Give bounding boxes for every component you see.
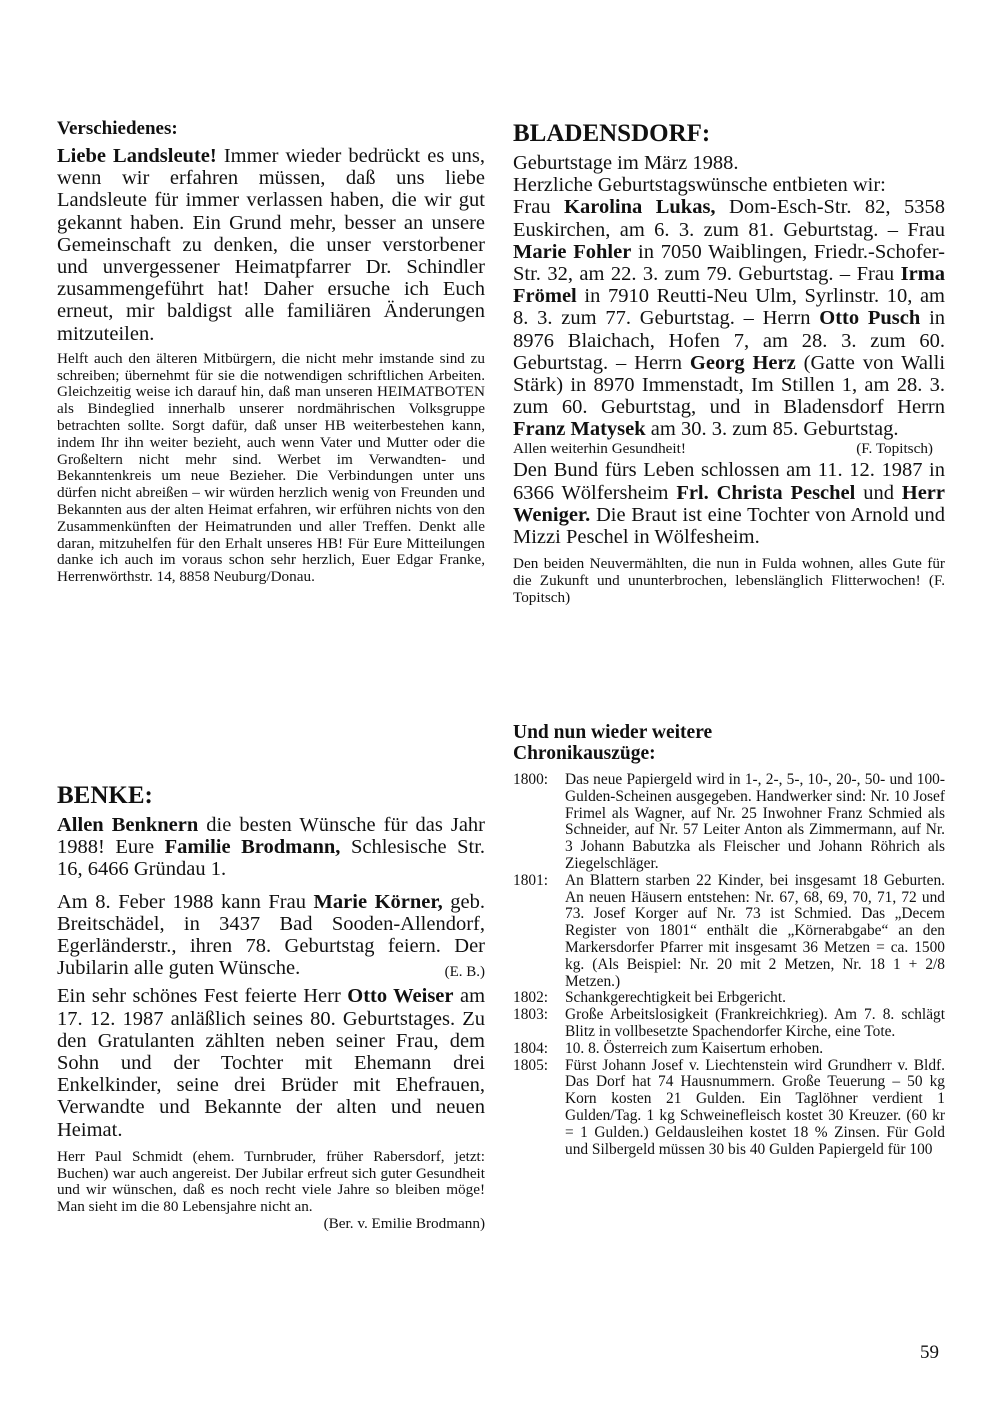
section-heading: Und nun wieder weitere Chronikauszüge: bbox=[513, 722, 713, 764]
paragraph bbox=[57, 891, 485, 980]
section-chronik bbox=[513, 722, 945, 1158]
paragraph-text: in 7050 Waiblingen, Friedr.-Schofer-Str. 32, am 22. 3. zum 79. Geburtstag. – Frau bbox=[513, 240, 946, 286]
chronicle-text: An Blattern starben 22 Kinder, bei insgesamt 18 Geburten. An neuen Häusern entstehen: Nr. 67, 68, 69, 70, 71, 72 und 73. Josef Korger auf Nr. 73 ist Schmied. Das „Decem Register von 1801“ enthält die „Körnerabgabe“ an den Markersdorfer Pfarrer mit insgesamt 36 Metzen = ca. 1500 kg. (Als Beispiel: Nr. 20 mit 2 Metzen, Nr. 18 1 + 2/8 Metzen.) bbox=[565, 871, 945, 990]
chronicle-year: 1805: bbox=[513, 1056, 549, 1074]
paragraph-lead: Liebe Landsleute! bbox=[57, 145, 217, 167]
person-name: Marie Fohler bbox=[513, 240, 632, 263]
paragraph-lead: Allen Benknern bbox=[57, 814, 199, 836]
paragraph-text: Dom-Esch-Str. 82, 5358 Euskirchen, am 6. 3. zum 81. Geburtstag. – Frau bbox=[513, 196, 946, 241]
chronicle-year: 1803: bbox=[513, 1006, 549, 1024]
section-verschiedenes bbox=[57, 118, 485, 586]
section-benke bbox=[57, 782, 485, 1233]
author-signature: (Ber. v. Emilie Brodmann) bbox=[323, 1215, 485, 1233]
author-signature: (E. B.) bbox=[444, 964, 485, 981]
paragraph-text: Schlesische Str. 16, 6466 Gründau 1. bbox=[57, 836, 486, 881]
paragraph-text: Herr Paul Schmidt (ehem. Turnbruder, früher Rabersdorf, jetzt: Buchen) war auch angereist. Der Jubilar erfreut sich guter Gesundheit und wir wünschen, daß es noch recht viele Jahre so bleiben möge! Man sieht im die 80 Lebensjahre nicht an. bbox=[57, 1147, 485, 1216]
paragraph-text: Immer wieder bedrückt es uns, wenn wir erfahren müssen, daß uns liebe Landsleute für immer verlassen haben, die wir gut gekannt haben. Ein Grund mehr, besser an unsere Gemeinschaft zu denken, die unser verstorbener und unvergessener Heimatpfarrer Dr. Schindler zusammengeführt hat! Daher ersuche ich Euch erneut, mir baldigst alle familiären Änderungen mitzuteilen. bbox=[57, 145, 485, 345]
chronicle-text: Das neue Papiergeld wird in 1-, 2-, 5-, 10-, 20-, 50- und 100-Gulden-Scheinen ausgegeben. Handwerker sind: Nr. 10 Josef Frimel als Wagner, auf Nr. 25 Inwohner Franz Schmied als Schneider, auf Nr. 57 Leiter Anton als Zimmermann, auf Nr. 3 Johann Babutzka als Fleischer und Johann Röhrich als Ziegelschläger. bbox=[565, 771, 945, 872]
paragraph-text: am 30. 3. zum 85. Geburtstag. bbox=[650, 418, 899, 441]
paragraph-text: und bbox=[863, 481, 894, 504]
section-heading: BENKE: bbox=[57, 782, 153, 809]
paragraph-text: Die Braut ist eine Tochter von Arnold und Mizzi Peschel in Wölfesheim. bbox=[513, 503, 946, 549]
section-heading: Verschiedenes: bbox=[57, 118, 178, 139]
chronicle-year: 1802: bbox=[513, 989, 549, 1007]
paragraph-text: am 17. 12. 1987 anläßlich seines 80. Geburtstages. Zu den Gratulanten zählten neben seiner Frau, dem Sohn und der Tochter mit Ehemann drei Enkelkinder, seine drei Brüder mit Ehefrauen, Verwandte und Bekannte der alten und neuen Heimat. bbox=[57, 985, 486, 1141]
chronicle-entry bbox=[513, 772, 945, 873]
chronicle-year: 1804: bbox=[513, 1039, 549, 1057]
paragraph-text: in 8976 Blaichach, Hofen 7, am 28. 3. zum 60. Geburtstag. – Herrn bbox=[513, 307, 946, 374]
person-name: Frl. Christa Peschel bbox=[676, 481, 856, 504]
chronicle-entry bbox=[513, 873, 945, 991]
paragraph-text: (Gatte von Walli Stärk) in 8970 Immenstadt, Im Stillen 1, am 28. 3. zum 60. Geburtstag, und in Bladensdorf Herrn bbox=[513, 351, 946, 419]
paragraph-text: Den Bund fürs Leben schlossen am 11. 12. 1987 in 6366 Wölfersheim bbox=[513, 459, 945, 504]
paragraph bbox=[513, 441, 945, 458]
paragraph: Helft auch den älteren Mitbürgern, die nicht mehr imstande sind zu schreiben; übernehmt für sie die notwendigen schriftlichen Arbeiten. Gleichzeitig weise ich darauf hin, daß man unseren HEIMATBOTEN als Bindeglied innerhalb unserer nordmährischen Volksgruppe betrachten sollte. Sorgt dafür, daß unser HB weiterbestehen kann, indem Ihr ihn weiter bezieht, auch wenn Vater und Mutter oder die Großeltern nicht mehr sind. Werbet im Verwandten- und Bekanntenkreis um neue Bezieher. Die Verbindungen unter uns dürfen nicht abreißen – wir würden herzlich wenig von Freunden und Bekannten aus der alten Heimat erfahren, wir erführen nichts von den Zusammenkünften der Heimatrunden und aller Treffen. Denkt alle daran, mitzuhelfen für den Erhalt unseres HB! Für Eure Mitteilungen danke ich auch im voraus schon sehr herzlich, Euer Edgar Franke, Herrenwörthstr. 14, 8858 Neuburg/Donau. bbox=[57, 349, 485, 586]
person-name: Herr Weniger. bbox=[513, 481, 946, 526]
chronicle-entry bbox=[513, 1058, 945, 1159]
paragraph bbox=[57, 985, 485, 1140]
paragraph: Herzliche Geburtstagswünsche entbieten wir: bbox=[513, 174, 886, 197]
paragraph: Geburtstage im März 1988. bbox=[513, 152, 739, 174]
paragraph bbox=[513, 196, 945, 440]
page-number: 59 bbox=[920, 1342, 939, 1363]
paragraph bbox=[57, 814, 485, 881]
section-bladensdorf bbox=[513, 120, 945, 607]
chronicle-list bbox=[513, 772, 945, 1158]
paragraph-text: in 7910 Reutti-Neu Ulm, Syrlinstr. 10, am 8. 3. zum 77. Geburtstag. – Herrn bbox=[513, 285, 945, 330]
paragraph bbox=[57, 145, 485, 345]
chronicle-year: 1801: bbox=[513, 871, 549, 889]
paragraph-text: Ein sehr schönes Fest feierte Herr bbox=[57, 985, 341, 1008]
chronicle-text: Fürst Johann Josef v. Liechtenstein wird Grundherr v. Bldf. Das Dorf hat 74 Hausnummern. Große Teuerung – 50 kg Korn kosten 21 Gulden. Ein Taglöhner verdient 1 Gulden/Tag. 1 kg Schweinefleisch kostet 30 Kreuzer. (60 kr = 1 Gulden.) Geldausleihen kostet 18 % Zinsen. Für Gold und Silbergeld müssen 30 bis 40 Gulden Papiergeld für 100 bbox=[565, 1056, 945, 1158]
paragraph-text: Frau bbox=[513, 196, 551, 219]
person-name: Franz Matysek bbox=[513, 418, 646, 441]
person-name: Karolina Lukas, bbox=[564, 196, 716, 219]
person-name: Marie Körner, bbox=[313, 890, 443, 913]
author-signature: (F. Topitsch) bbox=[513, 572, 945, 606]
section-heading: BLADENSDORF: bbox=[513, 120, 711, 147]
person-name: Irma Frömel bbox=[513, 263, 946, 308]
chronicle-entry bbox=[513, 990, 945, 1007]
chronicle-text: Große Arbeitslosigkeit (Frankreichkrieg). Am 7. 8. schlägt Blitz in vollbesetzte Spachendorfer Kirche, eine Tote. bbox=[565, 1006, 945, 1040]
chronicle-entry bbox=[513, 1041, 945, 1058]
person-name: Otto Weiser bbox=[347, 985, 454, 1008]
paragraph bbox=[513, 556, 945, 606]
paragraph-text: die besten Wünsche für das Jahr 1988! Eure bbox=[57, 814, 486, 859]
chronicle-year: 1800: bbox=[513, 771, 549, 788]
chronicle-text: 10. 8. Österreich zum Kaisertum erhoben. bbox=[565, 1039, 824, 1057]
person-name: Familie Brodmann, bbox=[164, 836, 341, 859]
chronicle-entry bbox=[513, 1007, 945, 1041]
paragraph bbox=[513, 459, 945, 548]
chronicle-text: Schankgerechtigkeit bei Erbgericht. bbox=[565, 989, 786, 1007]
paragraph-text: Den beiden Neuvermählten, die nun in Fulda wohnen, alles Gute für die Zukunft und ununterbrochen, lebenslänglich Flitterwochen! bbox=[513, 555, 945, 590]
person-name: Georg Herz bbox=[689, 351, 796, 374]
paragraph-text: Allen weiterhin Gesundheit! bbox=[513, 439, 686, 457]
paragraph bbox=[57, 1149, 485, 1233]
paragraph-text: geb. Breitschädel, in 3437 Bad Sooden-Allendorf, Egerländerstr., ihren 78. Geburtstag feiern. Der Jubilarin alle guten Wünsche. bbox=[57, 890, 486, 980]
paragraph-text: Am 8. Feber 1988 kann Frau bbox=[57, 890, 306, 913]
person-name: Otto Pusch bbox=[819, 307, 921, 330]
author-signature: (F. Topitsch) bbox=[856, 439, 933, 457]
